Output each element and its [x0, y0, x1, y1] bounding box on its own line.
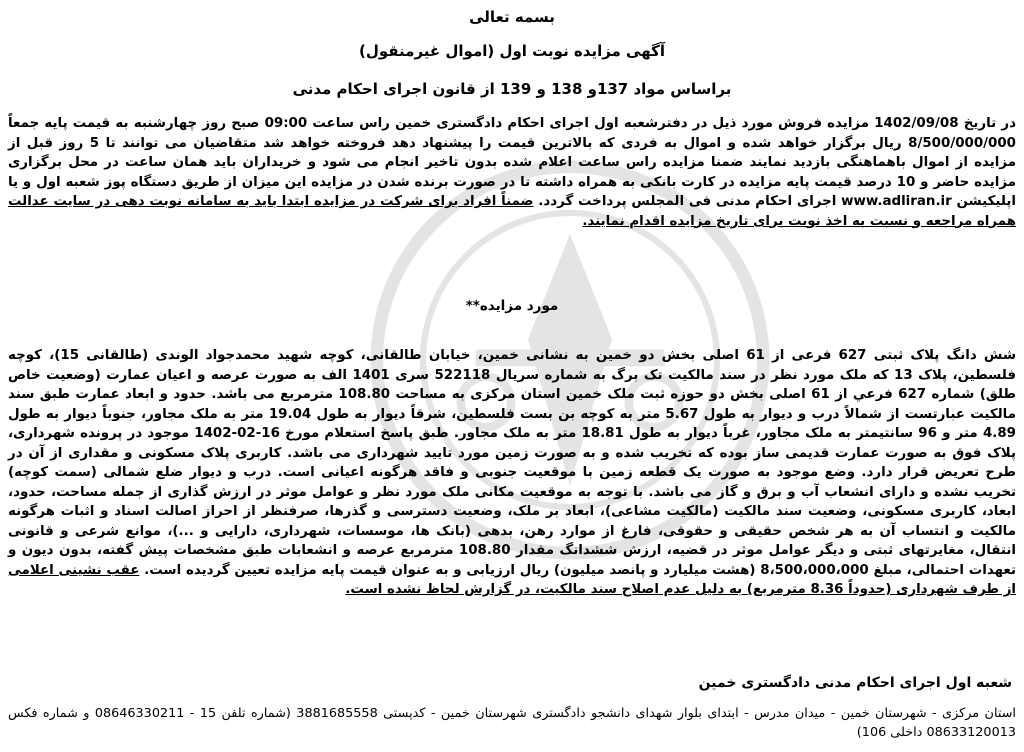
description-underlined-text: عقب نشینی اعلامی از طرف شهرداری (حدوداً 8.36 مترمربع) به دلیل عدم اصلاح سند مالکیت، در گزارش لحاظ نشده است. — [8, 562, 1016, 597]
description-text: شش دانگ پلاک ثبتی 627 فرعی از 61 اصلی بخش دو خمین به نشانی خمین، خیابان طالقانی، کوچه شهید محمدجواد الوندی (طالقانی 15)، کوچه فلسطین، پلاک 13 که ملک مورد نظر در سند مالکیت تک برگ به شماره سریال 522118 سری 1401 الف به صورت عرصه و اعیان عمارت (وضعیت خاص طلق) شماره 627 فرعي از 61 اصلی بخش دو حوزه ثبت ملک خمین استان مرکزی به مساحت 108.80 مترمربع می باشد. حدود و ابعاد عمارت طبق سند مالکیت عبارتست از شمالاً درب و دیوار به طول 5.67 متر به کوچه بن بست فلسطین، شرقاً دیوار به طول 19.04 متر به ملک مجاور، جنوباً دیوار به طول 4.89 متر و 96 سانتیمتر به ملک مجاور، غرباً دیوار به طول 18.81 متر به ملک مجاور. طبق پاسخ استعلام مورخ 16-02-1402 موجود در پرونده شهرداری، پلاک فوق به صورت عمارت قدیمی ساز بوده که تخریب شده و به صورت زمین مورد تایید شهرداری می باشد. کاربری پلاک مسکونی و مقداری از آن در طرح تعریض قرار دارد. وضع موجود به صورت یک قطعه زمین با موقعیت جنوبی و فاقد هرگونه اعیانی است. درب و دیوار ضلع شمالی (سمت کوچه) تخریب نشده و دارای انشعاب آب و برق و گاز می باشد. با توجه به موقعیت مکانی ملک مورد نظر و عوامل موثر در ارزش گذاری از جمله مساحت، حدود، ابعاد، کاربری مسکونی، وضعیت سند مالکیت (مالکیت مشاعی)، ابعاد بر ملک، وضعیت دسترسی و گذرها، صرفنظر از احراز اصالت اسناد و اثبات هرگونه مالکیت و انتساب آن به هر شخص حقیقی و حقوقی، فارغ از موارد رهن، بدهی (بانک ها، موسسات، شهرداری، دارایی و ...)، موانع شرعی و قانونی انتقال، مغایرتهای ثبتی و دیگر عوامل موثر در قضیه، ارزش ششدانگ مقدار 108.80 مترمربع عرصه و انشعابات طبق مشخصات پیش گفته، بدون دیون و تعهدات احتمالی، مبلغ 8،500،000،000 (هشت میلیارد و پانصد میلیون) ریال ارزیابی و به عنوان قیمت پایه مزایده تعیین گردیده است. — [8, 348, 1017, 578]
description-paragraph — [8, 346, 1016, 600]
issuer-name: شعبه اول اجرای احکام مدنی دادگستری خمین — [698, 675, 1012, 691]
address-line: استان مرکزی - شهرستان خمین - میدان مدرس - ابتدای بلوار شهدای دانشجو دادگستری شهرستان خمین - کدپستی 3881685558 (شماره تلفن 15 - 08646330211 و شماره فکس 08633120013 داخلی 106) — [8, 706, 1016, 740]
auction-item-heading: مورد مزایده** — [465, 298, 559, 314]
intro-paragraph — [8, 114, 1016, 231]
invocation: بسمه تعالی — [469, 8, 555, 26]
legal-basis: براساس مواد 137و 138 و 139 از قانون اجرای احکام مدنی — [292, 80, 732, 98]
notice-title: آگهی مزایده نوبت اول (اموال غیرمنقول) — [358, 42, 666, 60]
intro-text: در تاریخ 1402/09/08 مزایده فروش مورد ذیل در دفترشعبه اول اجرای احکام دادگستری خمین راس ساعت 09:00 صبح روز چهارشنبه به قیمت پایه جمعاً 8/500/000/000 ریال برگزار خواهد شده و اموال به فردی که بالاترین قیمت را پیشنهاد دهد فروخته خواهد شد متقاضیان می توانند تا 5 روز قبل از مزایده از اموال باهماهنگی بازدید نمایند ضمنا مزایده راس ساعت اعلام شده بدون تاخیر انجام می شود و خریداران باید همان ساعت در محل برگزاری مزایده حاضر و 10 درصد قیمت پایه مزایده در کارت بانکی به همراه داشته تا در صورت برنده شدن در مزایده این میزان از طریق دستگاه پوز شعبه اول و یا اپلیکیشن www.adliran.ir اجرای احکام مدنی فی المجلس پرداخت گردد. — [8, 116, 1017, 209]
intro-underlined-text: ضمناً افراد برای شرکت در مزایده ابتدا باید به سامانه نوبت دهی در سایت عدالت همراه مراجعه و نسبت به اخذ نوبت برای تاریخ مزایده اقدام نمایند. — [8, 194, 1016, 229]
